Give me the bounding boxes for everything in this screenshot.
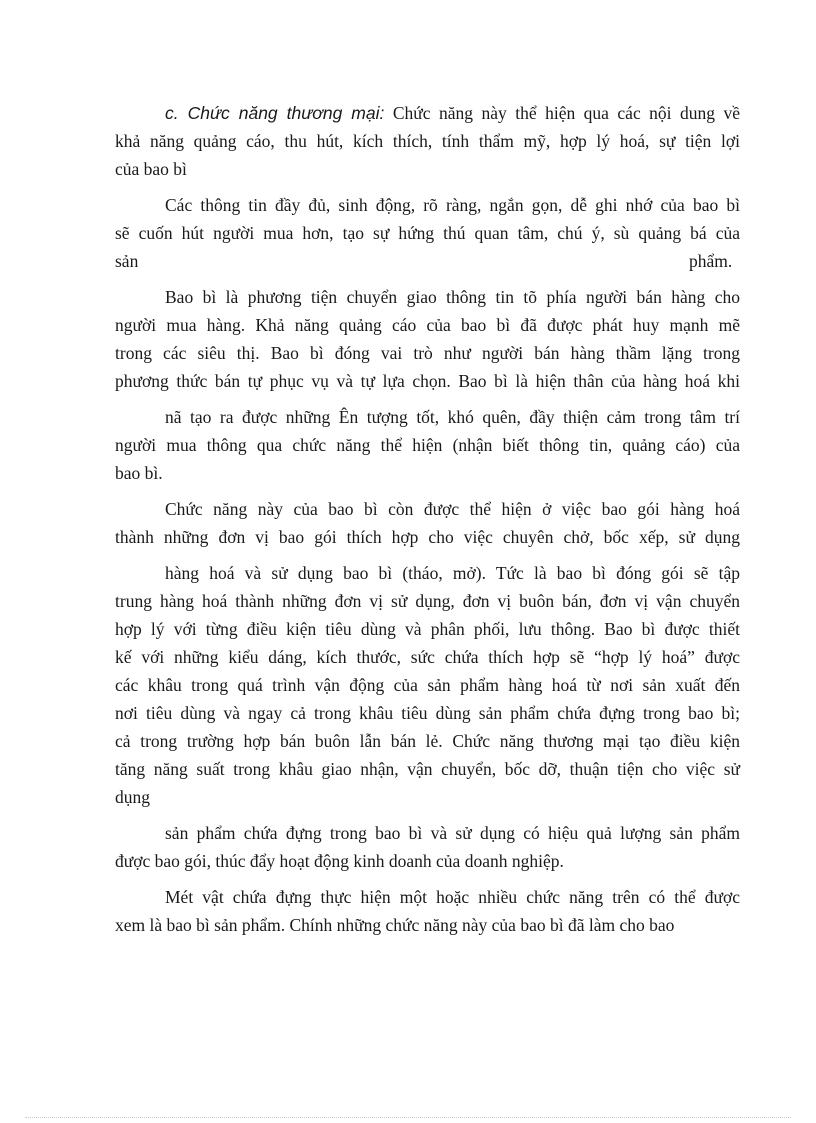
paragraph-4-line-3: bao bì. [115, 463, 163, 483]
paragraph-6-line-2: trung hàng hoá thành những đơn vị sử dụng, đơn vị buôn bán, đơn vị vận chuyển [115, 591, 740, 611]
paragraph-6-line-8: tăng năng suất trong khâu giao nhận, vận chuyển, bốc dỡ, thuận tiện cho việc sử [115, 759, 740, 779]
paragraph-5-line-2: thành những đơn vị bao gói thích hợp cho việc chuyên chở, bốc xếp, sử dụng [115, 527, 740, 547]
paragraph-6-line-9: dụng [115, 787, 150, 807]
paragraph-8-line-2: xem là bao bì sản phẩm. Chính những chức năng này của bao bì đã làm cho bao [115, 915, 675, 935]
paragraph-3-line-2: người mua hàng. Khả năng quảng cáo của bao bì đã được phát huy mạnh mẽ [115, 315, 740, 335]
paragraph-6-line-3: hợp lý với từng điều kiện tiêu dùng và phân phối, lưu thông. Bao bì được thiết [115, 619, 740, 639]
page-bottom-border [25, 1117, 791, 1118]
paragraph-4-line-1: nã tạo ra được những Ên tượng tốt, khó quên, đầy thiện cảm trong tâm trí [165, 407, 740, 427]
paragraph-3-line-1: Bao bì là phương tiện chuyển giao thông tin tõ phía người bán hàng cho [165, 287, 740, 307]
paragraph-6-line-7: cả trong trường hợp bán buôn lẫn bán lẻ. Chức năng thương mại tạo điều kiện [115, 731, 740, 751]
paragraph-4-line-2: người mua thông qua chức năng thể hiện (nhận biết thông tin, quảng cáo) của [115, 435, 740, 455]
paragraph-6-line-4: kế với những kiểu dáng, kích thước, sức chứa thích hợp sẽ “hợp lý hoá” được [115, 647, 740, 667]
paragraph-1-line-2: khả năng quảng cáo, thu hút, kích thích, tính thẩm mỹ, hợp lý hoá, sự tiện lợi [115, 131, 740, 151]
paragraph-8-line-1: Mét vật chứa đựng thực hiện một hoặc nhiều chức năng trên có thể được [165, 887, 740, 907]
paragraph-2-line-3b: phẩm. [689, 251, 733, 271]
paragraph-7-line-2: được bao gói, thúc đẩy hoạt động kinh doanh của doanh nghiệp. [115, 851, 564, 871]
paragraph-6-line-5: các khâu trong quá trình vận động của sản phẩm hàng hoá từ nơi sản xuất đến [115, 675, 740, 695]
paragraph-5-line-1: Chức năng này của bao bì còn được thể hiện ở việc bao gói hàng hoá [165, 499, 740, 519]
paragraph-3-line-3: trong các siêu thị. Bao bì đóng vai trò như người bán hàng thầm lặng trong [115, 343, 740, 363]
paragraph-1-line-3: của bao bì [115, 159, 187, 179]
paragraph-1-text: Chức năng này thể hiện qua các nội dung về [392, 103, 741, 123]
paragraph-3-line-4: phương thức bán tự phục vụ và tự lựa chọn. Bao bì là hiện thân của hàng hoá khi [115, 371, 740, 391]
paragraph-7-line-1: sản phẩm chứa đựng trong bao bì và sử dụng có hiệu quả lượng sản phẩm [165, 823, 740, 843]
paragraph-1-line-1 [165, 101, 740, 125]
paragraph-6-line-6: nơi tiêu dùng và ngay cả trong khâu tiêu dùng sản phẩm chứa đựng trong bao bì; [115, 703, 740, 723]
paragraph-2-line-1: Các thông tin đầy đủ, sinh động, rõ ràng, ngắn gọn, dễ ghi nhớ của bao bì [165, 195, 740, 215]
paragraph-2-line-3a: sản [115, 251, 139, 271]
paragraph-2-line-2: sẽ cuốn hút người mua hơn, tạo sự hứng thú quan tâm, chú ý, sù quảng bá của [115, 223, 740, 243]
section-heading: c. Chức năng thương mại: [165, 103, 385, 123]
paragraph-6-line-1: hàng hoá và sử dụng bao bì (tháo, mở). Tức là bao bì đóng gói sẽ tập [165, 563, 740, 583]
